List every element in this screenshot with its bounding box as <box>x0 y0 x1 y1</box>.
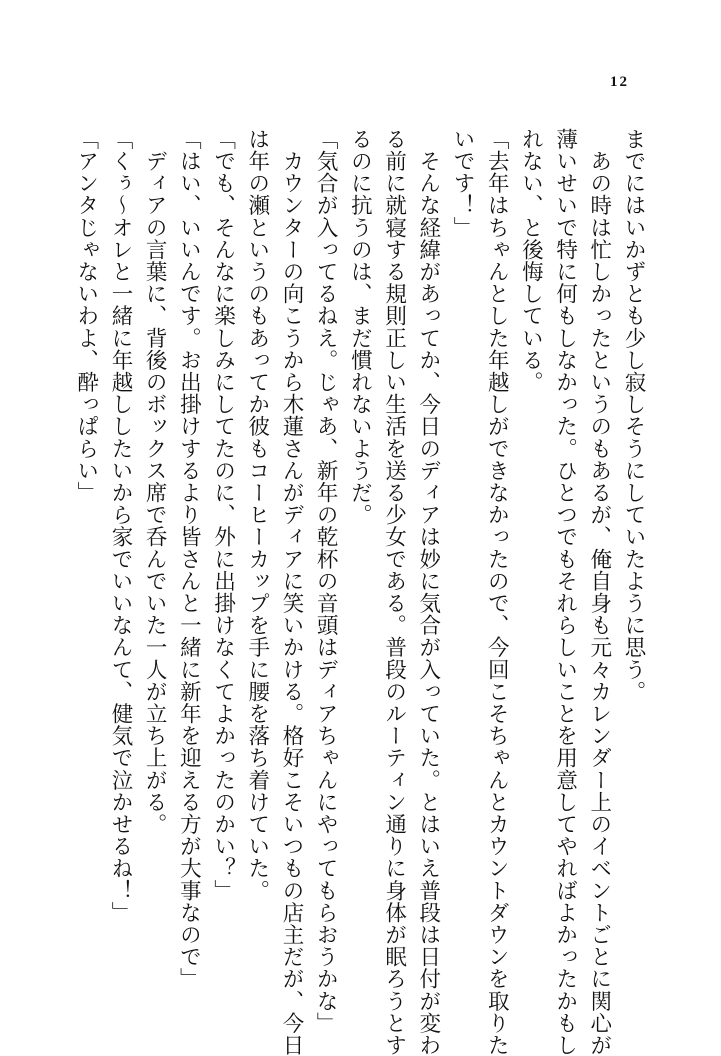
text-line: そんな経緯があってか、今日のディアは妙に気合が入っていた。とはいえ普段は日付が変わ <box>415 128 441 1056</box>
text-line: いです！」 <box>449 128 475 239</box>
text-line: 「アンタじゃないわよ、酔っぱらい」 <box>73 128 99 504</box>
text-line: 「でも、そんなに楽しみにしてたのに、外に出掛けなくてよかったのかい？」 <box>210 128 236 902</box>
text-line: るのに抗うのは、まだ慣れないようだ。 <box>347 128 373 526</box>
text-line: までにはいかずとも少し寂しそうにしていたように思う。 <box>621 128 646 703</box>
page-number: 12 <box>610 74 629 90</box>
text-line: ディアの言葉に、背後のボックス席で呑んでいた一人が立ち上がる。 <box>142 128 168 836</box>
text-line: 「はい、いいんです。お出掛けするより皆さんと一緒に新年を迎える方が大事なので」 <box>176 128 202 990</box>
text-line: 薄いせいで特に何もしなかった。ひとつでもそれらしいことを用意してやればよかったかもし <box>552 128 578 1056</box>
text-line: る前に就寝する規則正しい生活を送る少女である。普段のルーティン通りに身体が眠ろうとす <box>381 128 407 1056</box>
text-line: あの時は忙しかったというのもあるが、俺自身も元々カレンダー上のイベントごとに関心が <box>586 128 612 1056</box>
text-line: 「去年はちゃんとした年越しができなかったので、今回こそちゃんとカウントダウンを取りた <box>484 128 510 1056</box>
body-text <box>69 128 650 1056</box>
text-line: 「気合が入ってるねえ。じゃあ、新年の乾杯の音頭はディアちゃんにやってもらおうかな」 <box>313 128 339 1035</box>
text-line: れない、と後悔している。 <box>518 128 544 394</box>
text-line: カウンターの向こうから木蓮さんがディアに笑いかける。格好こそいつもの店主だが、今日 <box>278 128 304 1056</box>
text-line: は年の瀬というのもあってか彼もコーヒーカップを手に腰を落ち着けていた。 <box>244 128 270 902</box>
text-line: 「くぅ～オレと一緒に年越ししたいから家でいいなんて、健気で泣かせるね！」 <box>107 128 133 924</box>
